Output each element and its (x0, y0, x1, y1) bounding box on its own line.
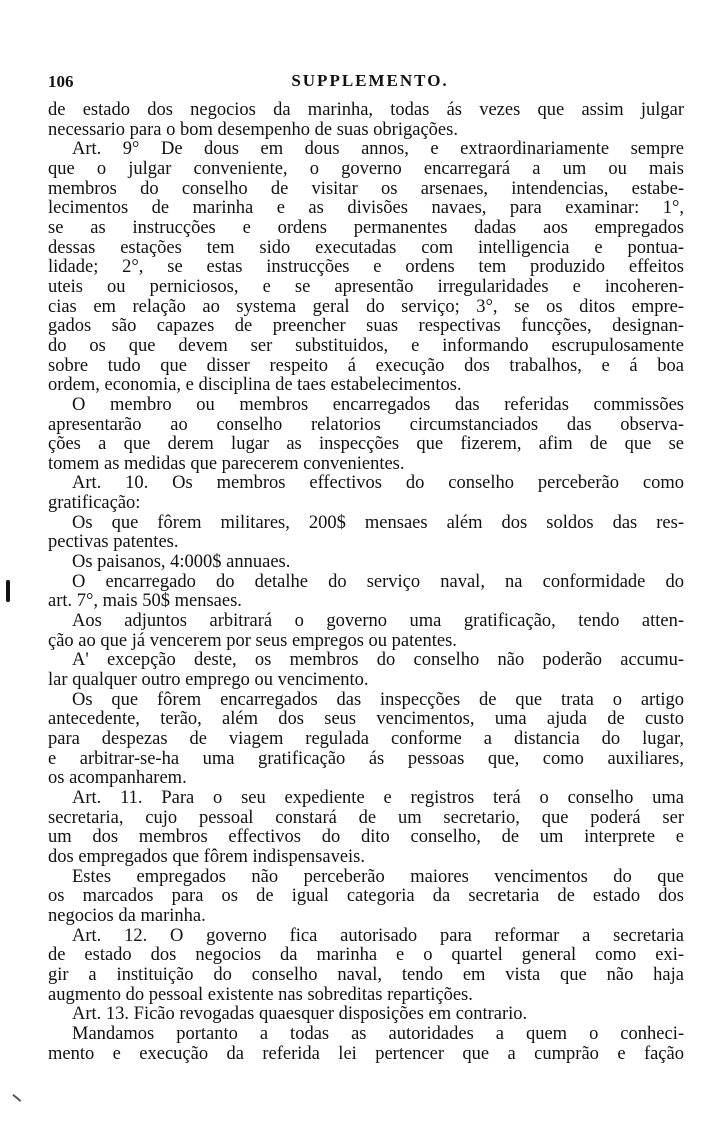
text-line: sobre tudo que disser respeito á execução dos trabalhos, e á boa (48, 355, 684, 376)
text-line: lar qualquer outro emprego ou vencimento. (48, 670, 369, 691)
page-number: 106 (48, 72, 74, 91)
text-line: tomem as medidas que parecerem convenientes. (48, 453, 405, 474)
text-line: cias em relação ao systema geral do serviço; 3°, se os ditos empre- (48, 296, 684, 317)
text-line: Estes empregados não perceberão maiores vencimentos do que (72, 866, 684, 887)
text-line: uteis ou perniciosos, e se apresentão irregularidades e incoheren- (48, 276, 684, 297)
text-line: necessario para o bom desempenho de suas obrigações. (48, 119, 458, 140)
text-line: Art. 12. O governo fica autorisado para reformar a secretaria (72, 925, 684, 946)
text-line: que o julgar conveniente, o governo encarregará a um ou mais (48, 158, 684, 179)
text-line: membros do conselho de visitar os arsenaes, intendencias, estabe- (48, 178, 684, 199)
text-line: Aos adjuntos arbitrará o governo uma gratificação, tendo atten- (72, 611, 684, 632)
margin-mark (6, 580, 10, 602)
text-line: O membro ou membros encarregados das referidas commissões (72, 394, 684, 415)
text-line: gir a instituição do conselho naval, tendo em vista que não haja (48, 964, 684, 985)
text-line: se as instrucções e ordens permanentes dadas aos empregados (48, 217, 684, 238)
text-line: e arbitrar-se-ha uma gratificação ás pessoas que, como auxiliares, (48, 748, 684, 769)
text-line: Art. 11. Para o seu expediente e registros terá o conselho uma (72, 787, 684, 808)
text-line: de estado dos negocios da marinha, todas ás vezes que assim julgar (48, 100, 684, 120)
text-line: pectivas patentes. (48, 532, 179, 553)
text-line: ordem, economia, e disciplina de taes estabelecimentos. (48, 375, 462, 396)
text-line: os acompanharem. (48, 768, 187, 789)
text-line: dessas estações tem sido executadas com intelligencia e pontua- (48, 237, 684, 258)
text-line: mento e execução da referida lei pertencer que a cumprão e fação (48, 1043, 684, 1064)
text-line: O encarregado do detalhe do serviço naval, na conformidade do (72, 571, 684, 592)
text-line: art. 7°, mais 50$ mensaes. (48, 591, 242, 612)
text-line: gratificação: (48, 493, 141, 514)
text-line: Art. 10. Os membros effectivos do conselho perceberão como (72, 473, 684, 494)
body-text (48, 101, 684, 1064)
running-title: SUPPLEMENTO. (291, 71, 449, 90)
text-line: os marcados para os de igual categoria da secretaria de estado dos (48, 886, 684, 907)
text-line: secretaria, cujo pessoal constará de um secretario, que poderá ser (48, 807, 684, 828)
text-line: lidade; 2°, se estas instrucções e ordens tem produzido effeitos (48, 257, 684, 278)
text-line: para despezas de viagem regulada conforme a distancia do lugar, (48, 729, 684, 749)
corner-tick (13, 1094, 22, 1102)
text-line: Art. 13. Ficão revogadas quaesquer disposições em contrario. (72, 1004, 528, 1025)
text-line: negocios da marinha. (48, 905, 206, 926)
text-line: um dos membros effectivos do dito conselho, de um interprete e (48, 827, 684, 848)
text-line: do os que devem ser substituidos, e informando escrupulosamente (48, 335, 684, 356)
text-line: dos empregados que fôrem indispensaveis. (48, 846, 365, 867)
text-line: apresentarão ao conselho relatorios circumstanciados das observa- (48, 414, 684, 435)
text-line: Mandamos portanto a todas as autoridades a quem o conheci- (72, 1023, 684, 1044)
text-line: ções a que derem lugar as inspecções que fizerem, afim de que se (48, 434, 684, 455)
text-line: Os que fôrem militares, 200$ mensaes além dos soldos das res- (72, 512, 684, 533)
text-line: augmento do pessoal existente nas sobreditas repartições. (48, 984, 473, 1005)
text-line: A' excepção deste, os membros do conselho não poderão accumu- (72, 650, 684, 671)
text-line: antecedente, terão, além dos seus vencimentos, uma ajuda de custo (48, 709, 684, 730)
text-line: ção ao que já vencerem por seus empregos ou patentes. (48, 630, 457, 651)
text-line: lecimentos de marinha e as divisões navaes, para examinar: 1°, (48, 198, 684, 219)
text-line: Art. 9° De dous em dous annos, e extraordinariamente sempre (72, 139, 684, 160)
text-line: gados são capazes de preencher suas respectivas funcções, designan- (48, 316, 684, 337)
text-line: de estado dos negocios da marinha e o quartel general como exi- (48, 945, 684, 966)
text-line: Os paisanos, 4:000$ annuaes. (72, 552, 291, 573)
text-line: Os que fôrem encarregados das inspecções de que trata o artigo (72, 689, 684, 710)
